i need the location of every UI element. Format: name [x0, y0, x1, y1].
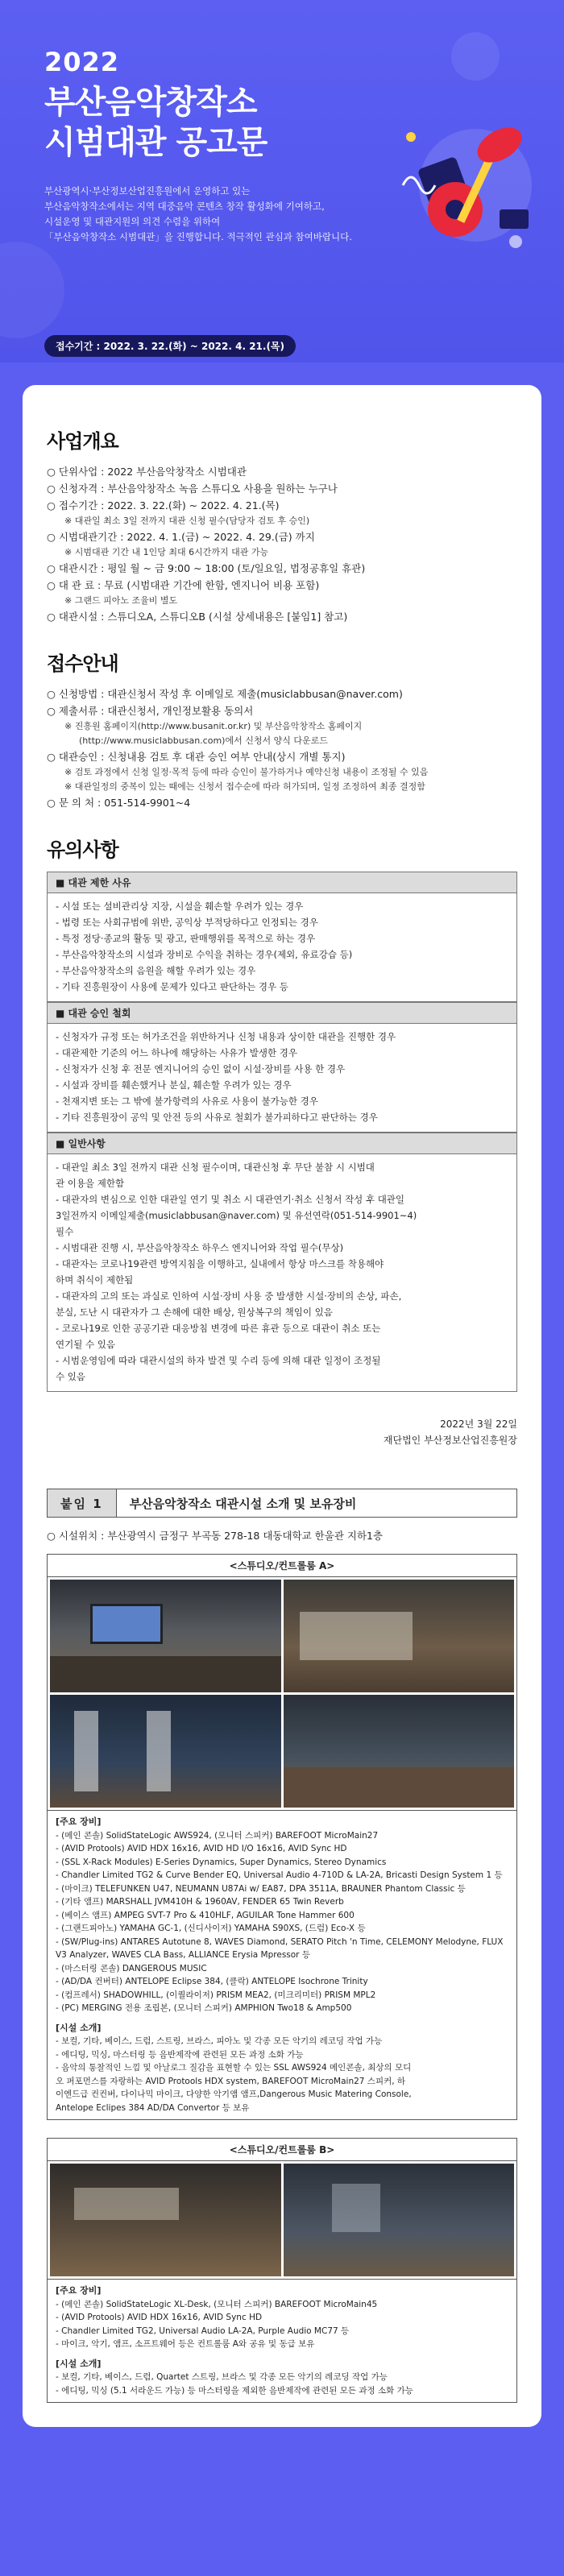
- info-item: ○ 제출서류 : 대관신청서, 개인정보활용 동의서: [47, 705, 254, 717]
- studio-photo: [50, 1695, 281, 1808]
- equip-item: - (그랜드피아노) YAMAHA GC-1, (신디사이저) YAMAHA S90XS, (드럼) Eco-X 등: [56, 1924, 366, 1933]
- spacer: [0, 2427, 564, 2448]
- info-item: ○ 접수기간 : 2022. 3. 22.(화) ~ 2022. 4. 21.(목): [47, 499, 280, 511]
- equip-item: - (베이스 앰프) AMPEG SVT-7 Pro & 410HLF, AGUILAR Tone Hammer 600: [56, 1910, 355, 1920]
- notice-item: - 천재지변 또는 그 밖에 불가항력의 사유로 사용이 불가능한 경우: [56, 1095, 318, 1107]
- notice-item: - 부산음악창작소의 시설과 장비로 수익을 취하는 경우(제외, 유료강습 등): [56, 949, 353, 960]
- notice-item: 연기될 수 있음: [56, 1339, 115, 1350]
- facility-item: - 음악의 통찰적인 느낌 및 아날로그 질감을 표현할 수 있는 SSL AWS924 메인콘솔, 최상의 모디: [56, 2063, 412, 2073]
- notice-group-heading: ■ 대관 제한 사유: [47, 872, 517, 892]
- facility-item: - 에디팅, 믹싱, 마스터링 등 음반제작에 관련된 모든 과정 소화 가능: [56, 2049, 304, 2060]
- studio-photo: [50, 2164, 281, 2276]
- equip-item: - (마스터링 콘솔) DANGEROUS MUSIC: [56, 1963, 207, 1973]
- notice-group-heading: ■ 대관 승인 철회: [47, 1002, 517, 1023]
- facility-location: ○ 시설위치 : 부산광역시 금정구 부곡동 278-18 대동대학교 한울관 지하1층: [47, 1530, 384, 1542]
- notice-item: - 부산음악창작소의 음원을 해할 우려가 있는 경우: [56, 965, 256, 976]
- decor-circle: [0, 242, 64, 338]
- appendix-title: 부산음악창작소 대관시설 소개 및 보유장비: [129, 1496, 357, 1511]
- facility-item: Antelope Eclipes 384 AD/DA Convertor 등 보유: [56, 2102, 250, 2113]
- notice-group-box: [47, 892, 517, 1002]
- info-item: ○ 대관시설 : 스튜디오A, 스튜디오B (시설 상세내용은 [붙임1] 참고): [47, 611, 348, 623]
- equip-item: - (AVID Protools) AVID HDX 16x16, AVID Sync HD: [56, 2313, 263, 2322]
- studio-photo: [284, 1695, 515, 1808]
- info-note: (http://www.musiclabbusan.com)에서 신청서 양식 다운로드: [79, 735, 328, 746]
- facility-list: [56, 2371, 508, 2397]
- section-title-apply: 접수안내: [47, 652, 118, 675]
- equip-item: - (마이크) TELEFUNKEN U47, NEUMANN U87Ai w/ EA87, DPA 3511A, BRAUNER Phantom Classic 등: [56, 1883, 466, 1894]
- facility-item: - 보컬, 기타, 베이스, 드럼, Quartet 스트링, 브라스 및 각종 모든 악기의 레코딩 작업 가능: [56, 2372, 388, 2382]
- info-note: ※ 진흥원 홈페이지(http://www.busanit.or.kr) 및 부산음악창작소 홈페이지: [64, 721, 363, 731]
- intro-line: 시설운영 및 대관지원의 의견 수렴을 위하여: [44, 216, 221, 227]
- intro-line: 「부산음악창작소 시범대관」을 진행합니다. 적극적인 관심과 참여바랍니다.: [44, 231, 352, 242]
- notice-item: - 코로나19로 인한 공공기관 대응방침 변경에 따른 휴관 등으로 대관이 취소 또는: [56, 1323, 381, 1334]
- facility-item: - 에디팅, 믹싱 (5.1 서라운드 가능) 등 마스터링을 제외한 음반제작에 관련된 모든 과정 소화 가능: [56, 2385, 413, 2396]
- sign-org: 재단법인 부산정보산업진흥원장: [383, 1435, 517, 1446]
- notice-item: - 대관제한 기준의 어느 하나에 해당하는 사유가 발생한 경우: [56, 1047, 298, 1058]
- info-note: ※ 대관일 최소 3일 전까지 대관 신청 필수(담당자 검토 후 승인): [64, 516, 310, 526]
- equip-list: [56, 2298, 508, 2351]
- facility-title: [시설 소개]: [56, 2358, 102, 2369]
- info-note: ※ 검토 과정에서 신청 일정·목적 등에 따라 승인이 불가하거나 예약신청 내용이 조정될 수 있음: [64, 767, 429, 777]
- notice-group-heading: ■ 일반사항: [47, 1133, 517, 1153]
- studio-photo: [50, 1580, 281, 1692]
- notice-item: 하며 취식이 제한됨: [56, 1274, 134, 1286]
- info-note: ※ 시범대관 기간 내 1인당 최대 6시간까지 대관 가능: [64, 547, 269, 557]
- notice-item: - 시설과 장비를 훼손했거나 분실, 훼손할 우려가 있는 경우: [56, 1079, 292, 1091]
- apply-list: [47, 685, 517, 811]
- studio-b-heading: <스튜디오/컨트롤룸 B>: [47, 2138, 517, 2161]
- intro-line: 부산광역시·부산정보산업진흥원에서 운영하고 있는: [44, 185, 251, 197]
- facility-item: 이엔드급 컨컨버, 다이나믹 마이크, 다양한 악기앰 앰프,Dangerous Music Matering Console,: [56, 2089, 412, 2099]
- notice-item: - 법령 또는 사회규범에 위반, 공익상 부적당하다고 인정되는 경우: [56, 917, 318, 928]
- equip-item: - (AVID Protools) AVID HDX 16x16, AVID HD I/O 16x16, AVID Sync HD: [56, 1844, 347, 1853]
- notice-item: - 대관일 최소 3일 전까지 대관 신청 필수이며, 대관신청 후 무단 불참 시 시범대: [56, 1162, 375, 1173]
- hero-year: 2022: [44, 47, 120, 77]
- info-item: ○ 문 의 처 : 051-514-9901~4: [47, 797, 191, 809]
- appendix-header: [47, 1489, 517, 1518]
- equip-title: [주요 장비]: [56, 1816, 102, 1827]
- equip-item: - (기타 앰프) MARSHALL JVM410H & 1960AV, FENDER 65 Twin Reverb: [56, 1897, 344, 1907]
- notice-list: [47, 872, 517, 1392]
- spacer: [0, 362, 564, 385]
- equip-item: - (메인 콘솔) SolidStateLogic AWS924, (모니터 스피커) BAREFOOT MicroMain27: [56, 1830, 379, 1841]
- facility-list: [56, 2035, 508, 2114]
- info-item: ○ 시범대관기간 : 2022. 4. 1.(금) ~ 2022. 4. 29.(금) 까지: [47, 531, 315, 543]
- info-note: ※ 대관일정의 중복이 있는 때에는 신청서 접수순에 따라 허가되며, 일정 조정하여 최종 결정함: [64, 781, 425, 792]
- sign-date: 2022년 3월 22일: [440, 1418, 517, 1430]
- hero-title-line1: 부산음악창작소: [44, 84, 257, 121]
- equip-item: - Chandler Limited TG2, Universal Audio LA-2A, Purple Audio MC77 등: [56, 2325, 350, 2336]
- notice-item: - 신청자가 신청 후 전문 엔지니어의 승인 없이 시설·장비를 사용 한 경우: [56, 1063, 346, 1075]
- notice-item: - 신청자가 규정 또는 허가조건을 위반하거나 신청 내용과 상이한 대관을 진행한 경우: [56, 1031, 396, 1042]
- application-period: 접수기간 : 2022. 3. 22.(화) ~ 2022. 4. 21.(목): [44, 335, 296, 357]
- notice-item: 수 있음: [56, 1371, 85, 1382]
- music-instruments-illustration: [379, 89, 540, 274]
- equip-list: [56, 1829, 508, 2015]
- hero-title-line2: 시범대관 공고문: [44, 124, 267, 161]
- studio-photo: [284, 2164, 515, 2276]
- equip-title: [주요 장비]: [56, 2285, 102, 2296]
- notice-item: - 대관자는 코로나19관련 방역지침을 이행하고, 실내에서 항상 마스크를 착용해야: [56, 1258, 384, 1269]
- equip-item: - (메인 콘솔) SolidStateLogic XL-Desk, (모니터 스피커) BAREFOOT MicroMain45: [56, 2299, 378, 2309]
- decor-circle: [451, 32, 500, 81]
- notice-item: - 대관자의 고의 또는 과실로 인하여 시설·장비 사용 중 발생한 시설·장비의 손상, 파손,: [56, 1290, 402, 1302]
- hero-intro: [44, 184, 399, 245]
- notice-item: 필수: [56, 1226, 74, 1237]
- content-card: [23, 385, 541, 2427]
- section-title-notice: 유의사항: [47, 839, 118, 861]
- equip-item: - (SW/Plug-ins) ANTARES Autotune 8, WAVES Diamond, SERATO Pitch 'n Time, CELEMONY Melodyne, FLUX V3 Analyzer, WAVES CLA Bass, ALLIANCE Erysia Mpressor 등: [56, 1936, 504, 1960]
- notice-group-box: [47, 1153, 517, 1392]
- facility-item: - 보컬, 기타, 베이스, 드럼, 스트링, 브라스, 피아노 및 각종 모든 악기의 레코딩 작업 가능: [56, 2036, 383, 2046]
- studio-a-heading: <스튜디오/컨트롤룸 A>: [47, 1554, 517, 1577]
- overview-list: [47, 463, 517, 625]
- info-item: ○ 대관승인 : 신청내용 검토 후 대관 승인 여부 안내(상시 개별 통지): [47, 751, 346, 763]
- notice-item: 분실, 도난 시 대관자가 그 손해에 대한 배상, 원상복구의 책임이 있음: [56, 1307, 333, 1318]
- equip-item: - (컴프레서) SHADOWHILL, (이퀄라이저) PRISM MEA2, (미크리미터) PRISM MPL2: [56, 1990, 376, 2000]
- notice-item: - 기타 진흥원장이 공익 및 안전 등의 사유로 철회가 불가피하다고 판단하는 경우: [56, 1112, 378, 1123]
- facility-title: [시설 소개]: [56, 2022, 102, 2033]
- equip-item: - (PC) MERGING 전용 조립본, (모니터 스피커) AMPHION Two18 & Amp500: [56, 2003, 352, 2013]
- info-item: ○ 신청자격 : 부산음악창작소 녹음 스튜디오 사용을 원하는 누구나: [47, 482, 338, 495]
- intro-line: 부산음악창작소에서는 지역 대중음악 콘텐츠 창작 활성화에 기여하고,: [44, 201, 325, 212]
- equip-item: - Chandler Limited TG2 & Curve Bender EQ, Universal Audio 4-710D & LA-2A, Bricasti Design System 1 등: [56, 1870, 503, 1880]
- notice-item: - 시설 또는 설비관리상 지장, 시설을 훼손할 우려가 있는 경우: [56, 901, 304, 912]
- appendix-tag: 붙임 1: [48, 1489, 117, 1517]
- section-title-overview: 사업개요: [47, 430, 118, 453]
- equip-item: - (AD/DA 컨버터) ANTELOPE Eclipse 384, (클락) ANTELOPE Isochrone Trinity: [56, 1977, 368, 1986]
- notice-group-box: [47, 1023, 517, 1133]
- notice-item: 3일전까지 이메일제출(musiclabbusan@naver.com) 및 유선연락(051-514-9901~4): [56, 1210, 417, 1221]
- info-item: ○ 대 관 료 : 무료 (시범대관 기간에 한함, 엔지니어 비용 포함): [47, 579, 320, 591]
- studio-a-equipment: [47, 1810, 517, 2120]
- info-note: ※ 그랜드 피아노 조율비 별도: [64, 595, 178, 606]
- notice-item: - 시범운영임에 따라 대관시설의 하자 발견 및 수리 등에 의해 대관 일정이 조정될: [56, 1355, 381, 1366]
- notice-item: - 기타 진흥원장이 사용에 문제가 있다고 판단하는 경우 등: [56, 981, 288, 992]
- equip-item: - (SSL X-Rack Modules) E-Series Dynamics, Super Dynamics, Stereo Dynamics: [56, 1857, 387, 1867]
- spacer: [56, 2015, 508, 2022]
- notice-item: - 대관자의 변심으로 인한 대관일 연기 및 취소 시 대관연기·취소 신청서 작성 후 대관일: [56, 1194, 405, 1205]
- sign-block: [47, 1416, 517, 1448]
- notice-item: - 시범대관 진행 시, 부산음악창작소 하우스 엔지니어와 작업 필수(무상): [56, 1242, 344, 1253]
- studio-b-equipment: [47, 2279, 517, 2403]
- facility-item: 오 퍼포먼스를 자랑하는 AVID Protools HDX system, BAREFOOT MicroMain27 스피커, 하: [56, 2076, 406, 2086]
- info-item: ○ 단위사업 : 2022 부산음악창작소 시범대관: [47, 466, 247, 478]
- notice-item: 관 이용을 제한함: [56, 1178, 125, 1189]
- info-item: ○ 대관시간 : 평일 월 ~ 금 9:00 ~ 18:00 (토/일요일, 법정공휴일 휴관): [47, 562, 366, 574]
- studio-photo: [284, 1580, 515, 1692]
- studio-b-photos: [47, 2161, 517, 2279]
- spacer: [56, 2351, 508, 2358]
- notice-item: - 특정 정당·종교의 활동 및 광고, 판매행위를 목적으로 하는 경우: [56, 933, 316, 944]
- info-item: ○ 신청방법 : 대관신청서 작성 후 이메일로 제출(musiclabbusan@naver.com): [47, 688, 403, 700]
- studio-a-photos: [47, 1577, 517, 1810]
- hero-banner: [0, 0, 564, 362]
- equip-item: - 마이크, 악기, 앰프, 소프트웨어 등은 컨트롤룸 A와 공유 및 동급 보유: [56, 2339, 315, 2349]
